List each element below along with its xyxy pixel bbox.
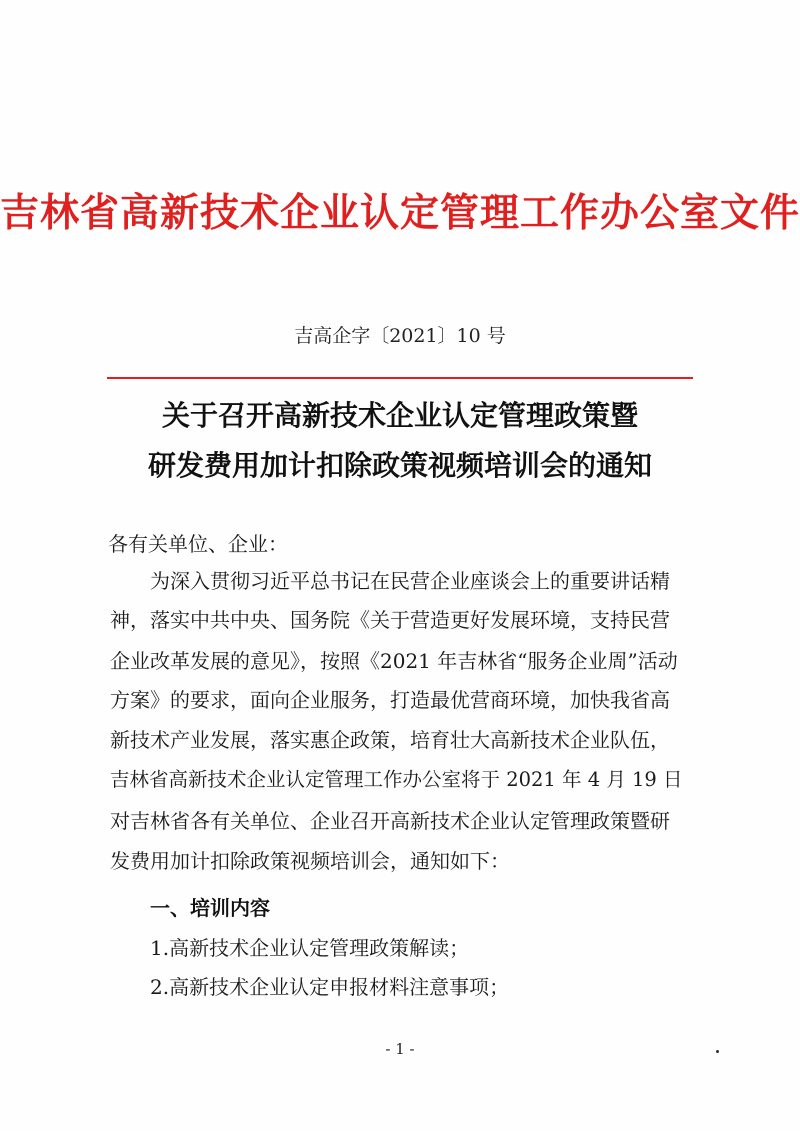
paragraph-line: 为深入贯彻习近平总书记在民营企业座谈会上的重要讲话精 — [150, 569, 670, 593]
document-number: 吉高企字〔2021〕10 号 — [294, 325, 506, 347]
notice-title-line-2: 研发费用加计扣除政策视频培训会的通知 — [147, 449, 652, 482]
list-item: 1.高新技术企业认定管理政策解读； — [150, 936, 470, 960]
section-heading-training-content: 一、培训内容 — [150, 896, 270, 920]
paragraph-line: 企业改革发展的意见》，按照《2021 年吉林省“服务企业周”活动 — [110, 649, 678, 673]
salutation: 各有关单位、企业： — [108, 532, 288, 556]
list-item: 2.高新技术企业认定申报材料注意事项； — [150, 975, 510, 999]
paragraph-line: 方案》的要求，面向企业服务，打造最优营商环境，加快我省高 — [110, 688, 670, 712]
red-divider-line — [107, 377, 693, 379]
scan-speck — [716, 1050, 719, 1053]
paragraph-line: 神，落实中共中央、国务院《关于营造更好发展环境，支持民营 — [110, 608, 670, 632]
paragraph-line: 吉林省高新技术企业认定管理工作办公室将于 2021 年 4 月 19 日 — [110, 768, 683, 791]
notice-title-line-1: 关于召开高新技术企业认定管理政策暨 — [161, 399, 638, 432]
paragraph-line: 新技术产业发展，落实惠企政策，培育壮大高新技术企业队伍， — [110, 728, 670, 752]
page-number: - 1 - — [385, 1040, 415, 1058]
issuing-office-header: 吉林省高新技术企业认定管理工作办公室文件 — [0, 191, 800, 236]
paragraph-line: 对吉林省各有关单位、企业召开高新技术企业认定管理政策暨研 — [110, 809, 670, 833]
paragraph-line: 发费用加计扣除政策视频培训会，通知如下： — [110, 849, 510, 873]
